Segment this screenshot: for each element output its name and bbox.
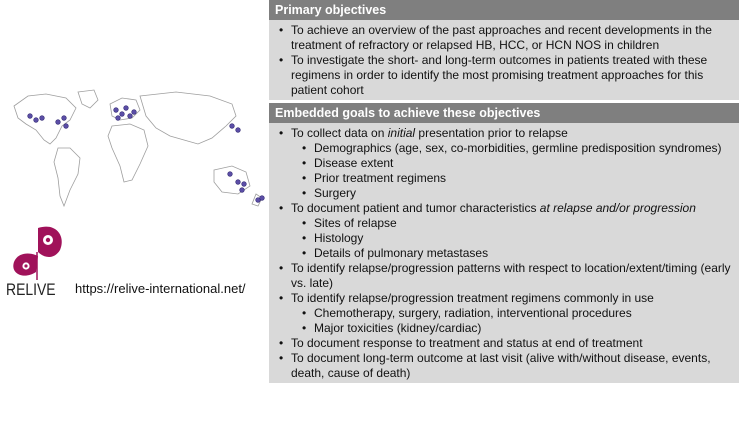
map-marker [34,118,39,123]
north-america-landmass [14,94,76,144]
map-marker [236,128,241,133]
map-marker [28,114,33,119]
sub-list-item: • Details of pulmonary metastases [269,246,733,261]
map-marker [56,120,61,125]
list-item: • To collect data on initial presentation prior to relapse [269,126,733,141]
sub-list-item: • Sites of relapse [269,216,733,231]
map-marker [64,124,69,129]
logo-eye-large-center [46,238,50,242]
map-marker [132,110,137,115]
primary-objectives-header: Primary objectives [269,0,739,20]
world-map [6,86,268,216]
map-marker [260,196,265,201]
list-item: • To achieve an overview of the past approaches and recent developments in the treatment of refractory or relapsed HB, HCC, or HCN NOS in children [269,23,733,53]
list-item: • To document long-term outcome at last visit (alive with/without disease, events, death, cause of death) [269,351,733,381]
africa-landmass [108,124,148,182]
logo-eye-small-center [24,264,27,267]
south-america-landmass [54,148,80,206]
sub-list-item: • Chemotherapy, surgery, radiation, interventional procedures [269,306,733,321]
sub-list-item: • Demographics (age, sex, co-morbidities, germline predisposition syndromes) [269,141,733,156]
list-item: • To identify relapse/progression patterns with respect to location/extent/timing (early vs. late) [269,261,733,291]
list-item: • To document response to treatment and status at end of treatment [269,336,733,351]
embedded-goals-header: Embedded goals to achieve these objectives [269,103,739,123]
sub-list-item: • Prior treatment regimens [269,171,733,186]
map-marker [240,188,245,193]
list-item: • To identify relapse/progression treatment regimens commonly in use [269,291,733,306]
map-marker [128,114,133,119]
sub-list-item: • Disease extent [269,156,733,171]
list-item: • To investigate the short- and long-term outcomes in patients treated with these regimens in order to identify the most promising treatment approaches for this patient cohort [269,53,733,98]
embedded-goals-body [269,123,739,383]
embedded-goals-list [269,126,733,381]
greenland-landmass [78,90,98,108]
logo-text: RELIVE [6,280,56,299]
map-marker [228,172,233,177]
map-marker [230,124,235,129]
map-marker [116,116,121,121]
map-marker [40,116,45,121]
map-marker [62,116,67,121]
website-link[interactable]: https://relive-international.net/ [75,281,246,296]
map-marker [242,182,247,187]
map-marker [236,180,241,185]
primary-objectives-list [269,23,733,98]
sub-list-item: • Major toxicities (kidney/cardiac) [269,321,733,336]
asia-landmass [140,92,236,144]
map-marker [120,112,125,117]
sub-list-item: • Histology [269,231,733,246]
list-item: • To document patient and tumor characteristics at relapse and/or progression [269,201,733,216]
objectives-panel [269,0,739,434]
sub-list-item: • Surgery [269,186,733,201]
australia-landmass [214,166,250,194]
primary-objectives-body [269,20,739,100]
map-marker [124,106,129,111]
map-marker [114,108,119,113]
left-panel [0,0,268,434]
